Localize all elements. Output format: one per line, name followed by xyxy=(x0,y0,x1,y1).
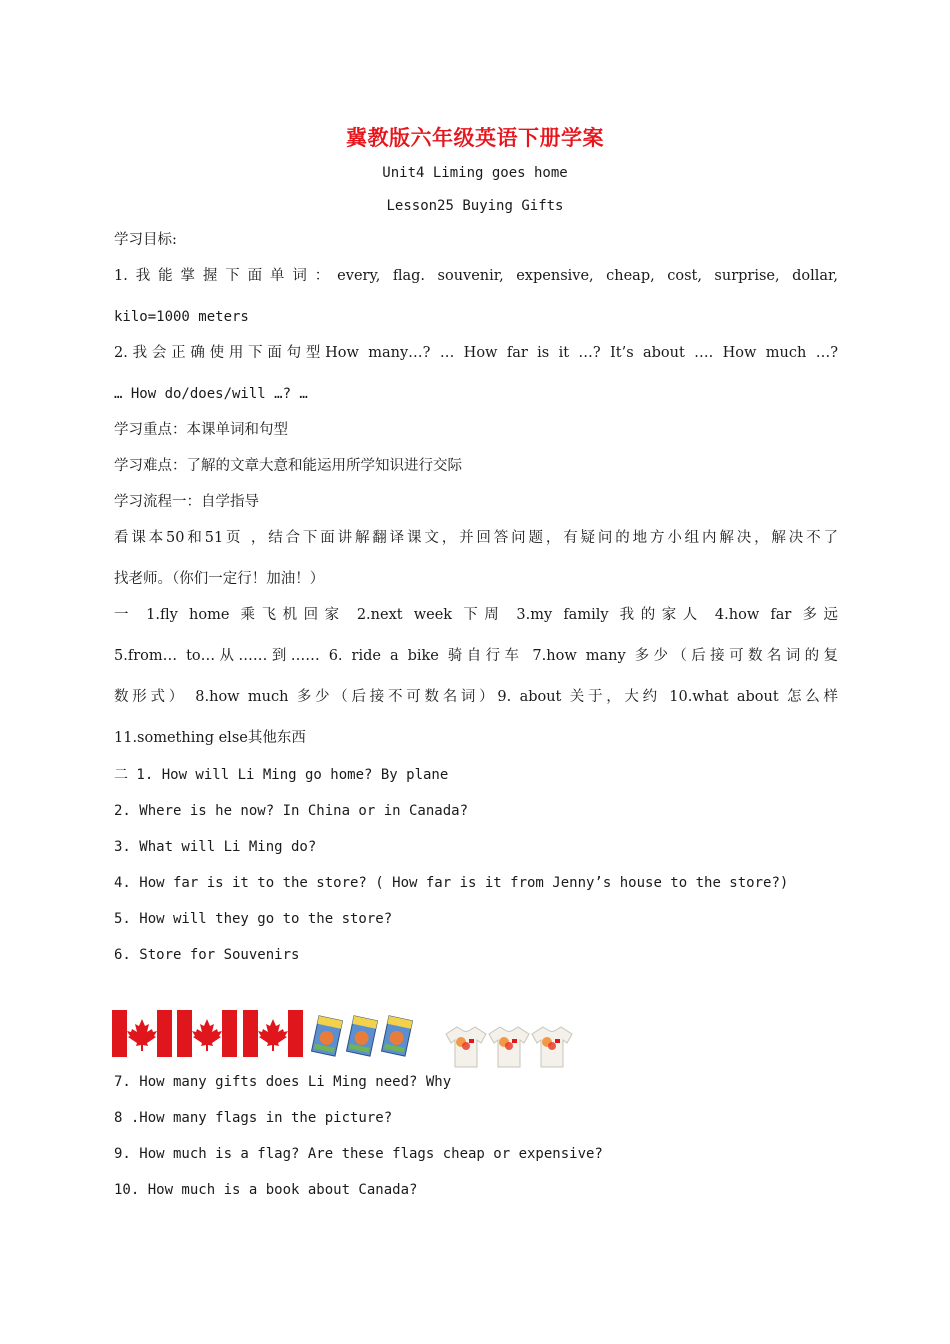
t-shirt-icon xyxy=(487,1024,531,1070)
goal-2-line-1: 2.我会正确使用下面句型How many…? … How far is it …? It’s about …. How much …? xyxy=(114,345,838,361)
question-4: 4. How far is it to the store? ( How far is it from Jenny’s house to the store?) xyxy=(114,875,789,891)
goals-heading: 学习目标: xyxy=(114,232,177,248)
instruction-line-1: 看课本50和51页 ，结合下面讲解翻译课文，并回答问题，有疑问的地方小组内解决，解决不了 xyxy=(114,530,838,546)
lesson-subtitle: Lesson25 Buying Gifts xyxy=(386,198,564,214)
difficulty: 学习难点：了解的文章大意和能运用所学知识进行交际 xyxy=(114,458,462,474)
book-icon xyxy=(310,1014,344,1058)
book-icon xyxy=(345,1014,379,1058)
souvenir-pictures xyxy=(112,1008,582,1072)
canada-flag-icon xyxy=(243,1010,303,1057)
vocab-line-4: 11.something else其他东西 xyxy=(114,730,306,746)
question-6: 6. Store for Souvenirs xyxy=(114,947,300,963)
instruction-line-2: 找老师。（你们一定行！加油！） xyxy=(114,571,325,587)
vocab-line-1: 一 1.fly home 乘飞机回家 2.next week 下周 3.my family 我的家人 4.how far 多远 xyxy=(114,607,838,623)
t-shirt-icon xyxy=(530,1024,574,1070)
book-icon xyxy=(380,1014,414,1058)
key-points: 学习重点：本课单词和句型 xyxy=(114,422,288,438)
process-heading: 学习流程一：自学指导 xyxy=(114,494,259,510)
goal-1-line-2: kilo=1000 meters xyxy=(114,309,249,325)
goal-2-line-2: … How do/does/will …? … xyxy=(114,386,308,402)
canada-flag-icon xyxy=(177,1010,237,1057)
question-5: 5. How will they go to the store? xyxy=(114,911,393,927)
canada-flag-icon xyxy=(112,1010,172,1057)
question-8: 8 .How many flags in the picture? xyxy=(114,1110,393,1126)
goal-1-line-1: 1.我能掌握下面单词：every, flag. souvenir, expensive, cheap, cost, surprise, dollar, xyxy=(114,268,838,284)
t-shirt-icon xyxy=(444,1024,488,1070)
question-10: 10. How much is a book about Canada? xyxy=(114,1182,418,1198)
question-2: 2. Where is he now? In China or in Canada? xyxy=(114,803,469,819)
vocab-line-2: 5.from… to…从……到…… 6. ride a bike 骑自行车 7.how many 多少（后接可数名词的复 xyxy=(114,648,838,664)
unit-subtitle: Unit4 Liming goes home xyxy=(382,165,568,181)
question-7: 7. How many gifts does Li Ming need? Why xyxy=(114,1074,452,1090)
vocab-line-3: 数形式） 8.how much 多少（后接不可数名词）9. about 关于，大约 10.what about 怎么样 xyxy=(114,689,838,705)
document-title: 冀教版六年级英语下册学案 xyxy=(346,126,604,150)
question-9: 9. How much is a flag? Are these flags cheap or expensive? xyxy=(114,1146,603,1162)
question-1: 二 1. How will Li Ming go home? By plane xyxy=(114,767,449,783)
question-3: 3. What will Li Ming do? xyxy=(114,839,317,855)
